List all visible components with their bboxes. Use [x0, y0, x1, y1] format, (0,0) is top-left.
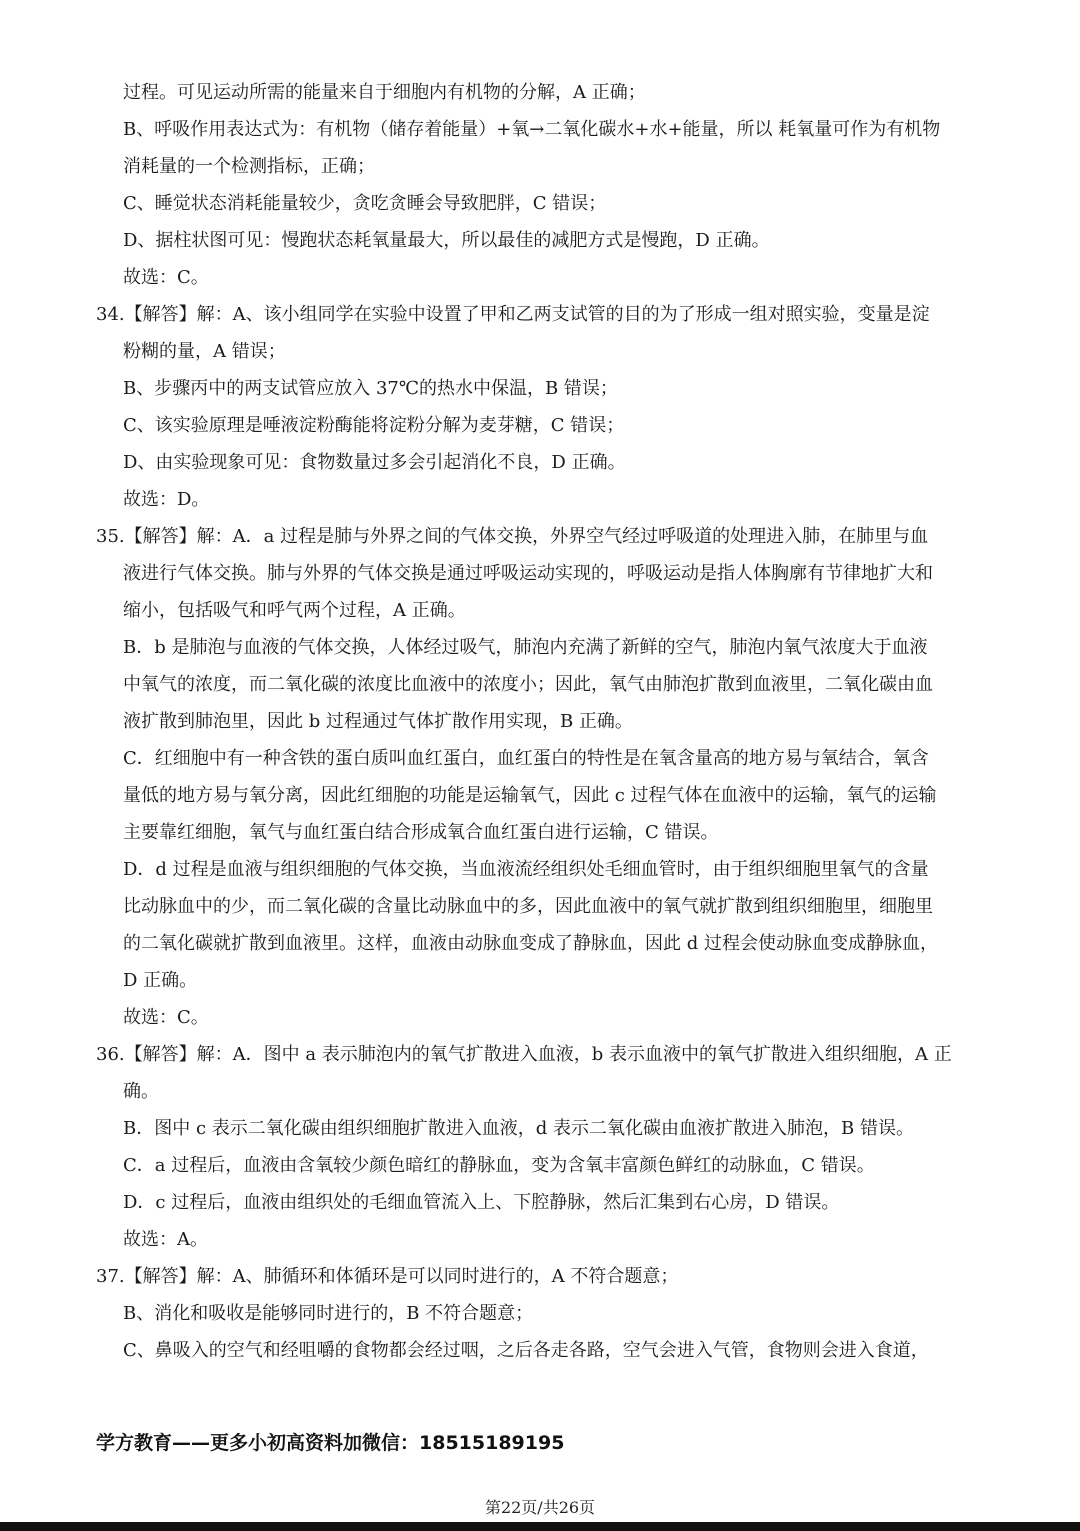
text-line: D、由实验现象可见：食物数量过多会引起消化不良，D 正确。: [123, 452, 626, 473]
text-line: 故选：C。: [123, 1007, 209, 1028]
text-line: D、据柱状图可见：慢跑状态耗氧量最大，所以最佳的减肥方式是慢跑，D 正确。: [123, 230, 770, 251]
text-line: 故选：D。: [123, 489, 210, 510]
text-line: 故选：A。: [123, 1229, 208, 1250]
text-line: 比动脉血中的少，而二氧化碳的含量比动脉血中的多，因此血液中的氧气就扩散到组织细胞里，细胞里: [123, 896, 933, 917]
text-line: B．b 是肺泡与血液的气体交换，人体经过吸气，肺泡内充满了新鲜的空气，肺泡内氧气浓度大于血液: [123, 637, 928, 658]
text-line: 的二氧化碳就扩散到血液里。这样，血液由动脉血变成了静脉血，因此 d 过程会使动脉血变成静脉血，: [123, 933, 938, 954]
text-line: 缩小，包括吸气和呼气两个过程，A 正确。: [123, 600, 466, 621]
bottom-edge-bar: [0, 1522, 1080, 1531]
text-line: 量低的地方易与氧分离，因此红细胞的功能是运输氧气，因此 c 过程气体在血液中的运输，氧气的运输: [123, 785, 937, 806]
text-line: 中氧气的浓度，而二氧化碳的浓度比血液中的浓度小；因此，氧气由肺泡扩散到血液里，二氧化碳由血: [123, 674, 933, 695]
text-line: 34.【解答】解：A、该小组同学在实验中设置了甲和乙两支试管的目的为了形成一组对照实验，变量是淀: [96, 304, 930, 325]
text-line: C、睡觉状态消耗能量较少，贪吃贪睡会导致肥胖，C 错误；: [123, 193, 607, 214]
text-line: D．d 过程是血液与组织细胞的气体交换，当血液流经组织处毛细血管时，由于组织细胞里氧气的含量: [123, 859, 929, 880]
text-line: 粉糊的量，A 错误；: [123, 341, 286, 362]
text-line: 液扩散到肺泡里，因此 b 过程通过气体扩散作用实现，B 正确。: [123, 711, 633, 732]
page-number: 第22页/共26页: [484, 1498, 596, 1517]
text-line: D 正确。: [123, 970, 198, 991]
text-line: B、消化和吸收是能够同时进行的，B 不符合题意；: [123, 1303, 534, 1324]
promo-footer-text: 学方教育——更多小初高资料加微信：18515189195: [96, 1432, 565, 1454]
text-line: C．红细胞中有一种含铁的蛋白质叫血红蛋白，血红蛋白的特性是在氧含量高的地方易与氧结合，氧含: [123, 748, 929, 769]
text-line: C、鼻吸入的空气和经咀嚼的食物都会经过咽，之后各走各路，空气会进入气管，食物则会进入食道，: [123, 1340, 929, 1361]
text-line: 消耗量的一个检测指标，正确；: [123, 156, 375, 177]
text-line: D．c 过程后，血液由组织处的毛细血管流入上、下腔静脉，然后汇集到右心房，D 错误。: [123, 1192, 840, 1213]
text-line: 确。: [123, 1081, 159, 1102]
text-line: 故选：C。: [123, 267, 209, 288]
text-line: B、步骤丙中的两支试管应放入 37℃的热水中保温，B 错误；: [123, 378, 618, 399]
answer-text-body: [96, 74, 986, 1369]
text-line: C、该实验原理是唾液淀粉酶能将淀粉分解为麦芽糖，C 错误；: [123, 415, 625, 436]
text-line: 液进行气体交换。肺与外界的气体交换是通过呼吸运动实现的，呼吸运动是指人体胸廓有节律地扩大和: [123, 563, 933, 584]
text-line: 37.【解答】解：A、肺循环和体循环是可以同时进行的，A 不符合题意；: [96, 1266, 679, 1287]
text-line: 35.【解答】解：A．a 过程是肺与外界之间的气体交换，外界空气经过呼吸道的处理进入肺，在肺里与血: [96, 526, 929, 547]
text-line: B．图中 c 表示二氧化碳由组织细胞扩散进入血液，d 表示二氧化碳由血液扩散进入肺泡，B 错误。: [123, 1118, 914, 1139]
text-line: 过程。可见运动所需的能量来自于细胞内有机物的分解，A 正确；: [123, 82, 646, 103]
text-line: 36.【解答】解：A．图中 a 表示肺泡内的氧气扩散进入血液，b 表示血液中的氧气扩散进入组织细胞，A 正: [96, 1044, 952, 1065]
text-line: 主要靠红细胞，氧气与血红蛋白结合形成氧合血红蛋白进行运输，C 错误。: [123, 822, 719, 843]
text-line: C．a 过程后，血液由含氧较少颜色暗红的静脉血，变为含氧丰富颜色鲜红的动脉血，C 错误。: [123, 1155, 875, 1176]
text-line: B、呼吸作用表达式为：有机物（储存着能量）+氧→二氧化碳水+水+能量，所以 耗氧量可作为有机物: [123, 119, 941, 140]
